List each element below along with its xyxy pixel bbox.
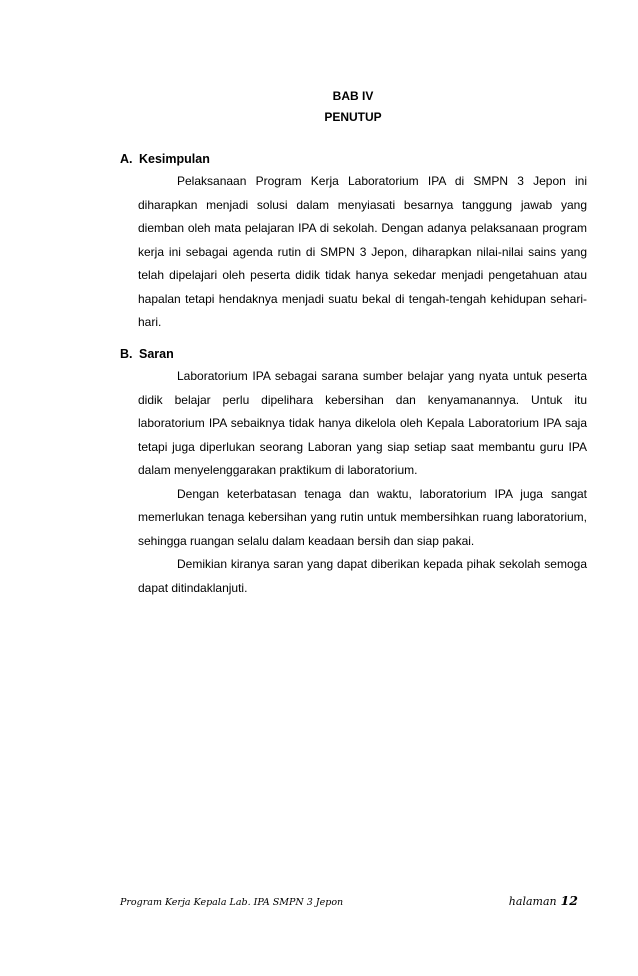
section-b-title: Saran: [139, 347, 174, 361]
section-b-body: [138, 365, 587, 600]
section-b-paragraph-2: Dengan keterbatasan tenaga dan waktu, laboratorium IPA juga sangat memerlukan tenaga kebersihan yang rutin untuk membersihkan ruang laboratorium, sehingga ruangan selalu dalam keadaan bersih dan siap pakai.: [138, 486, 587, 548]
footer-page-label: halaman: [508, 895, 557, 908]
chapter-title: PENUTUP: [324, 110, 382, 124]
section-a-title: Kesimpulan: [139, 152, 210, 166]
section-b-letter: B.: [120, 347, 133, 361]
section-b-heading: [120, 347, 174, 362]
footer-page-indicator: [509, 894, 578, 909]
section-b-paragraph-1: Laboratorium IPA sebagai sarana sumber belajar yang nyata untuk peserta didik belajar perlu dipelihara kebersihan dan kenyamanannya. Untuk itu laboratorium IPA sebaiknya tidak hanya dikelola oleh Kepala Laboratorium IPA saja tetapi juga diperlukan seorang Laboran yang siap setiap saat membantu guru IPA dalam menyelenggarakan praktikum di laboratorium.: [138, 369, 587, 477]
section-a-letter: A.: [120, 152, 133, 166]
section-a-body: [138, 170, 587, 335]
chapter-number: BAB IV: [332, 89, 374, 103]
section-b-paragraph-3: Demikian kiranya saran yang dapat diberikan kepada pihak sekolah semoga dapat ditindaklanjuti.: [138, 557, 587, 595]
footer-document-title: Program Kerja Kepala Lab. IPA SMPN 3 Jepon: [120, 897, 344, 908]
footer-page-number: 12: [560, 893, 578, 908]
section-a-paragraph-1: Pelaksanaan Program Kerja Laboratorium IPA di SMPN 3 Jepon ini diharapkan menjadi solusi dalam menyiasati besarnya tanggung jawab yang diemban oleh mata pelajaran IPA di sekolah. Dengan adanya pelaksanaan program kerja ini sebagai agenda rutin di SMPN 3 Jepon, diharapkan nilai-nilai sains yang telah dipelajari oleh peserta didik tidak hanya sekedar menjadi pengetahuan atau hapalan tetapi hendaknya menjadi suatu bekal di tengah-tengah kehidupan sehari-hari.: [138, 174, 587, 329]
section-a-heading: [120, 152, 210, 167]
